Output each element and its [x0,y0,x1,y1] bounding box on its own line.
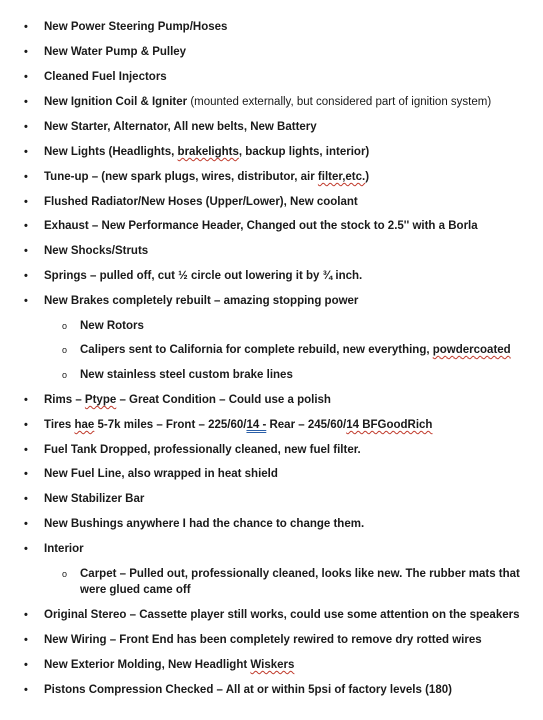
bullet: • [24,21,28,33]
item-text: New Wiring – Front End has been completely rewired to remove dry rotted wires [44,634,482,646]
bullet: • [24,543,28,555]
spellcheck-word: powdercoated [432,344,511,356]
text-segment: 5-7k miles – Front – 225/60/ [94,419,247,431]
bullet: • [24,493,28,505]
bullet: • [24,684,28,696]
item-text: New Brakes completely rebuilt – amazing stopping power [44,295,359,307]
bullet: • [24,121,28,133]
item-text [44,392,331,408]
item-text: New Stabilizer Bar [44,493,145,505]
bullet: • [24,659,28,671]
text-segment: – Great Condition – Could use a polish [116,394,331,406]
text-segment: New Exterior Molding, New Headlight [44,659,251,671]
bullet: • [24,295,28,307]
item-text: Exhaust – New Performance Header, Changed out the stock to 2.5'' with a Borla [44,220,478,232]
item-text: Interior [44,543,84,555]
bullet: • [24,609,28,621]
text-segment: , backup lights, interior) [238,146,370,158]
item-text: Fuel Tank Dropped, professionally cleaned, new fuel filter. [44,444,361,456]
item-text [44,417,432,433]
item-text: Flushed Radiator/New Hoses (Upper/Lower), New coolant [44,196,358,208]
spellcheck-word: Wiskers [250,659,295,671]
spellcheck-word: 14 BFGoodRich [346,419,433,431]
item-main: New Ignition Coil & Igniter [44,96,188,108]
text-segment: Rear – 245/60/ [266,419,347,431]
bullet: • [24,634,28,646]
item-text: New Bushings anywhere I had the chance to change them. [44,518,365,530]
text-segment: Rims – [44,394,85,406]
item-text: Springs – pulled off, cut ½ circle out lowering it by ¾ inch. [44,270,363,282]
item-text [44,94,491,110]
item-text: New Water Pump & Pulley [44,46,187,58]
sub-bullet: o [62,345,68,355]
item-text [80,342,511,358]
text-segment: Tune-up – (new spark plugs, wires, distributor, air [44,171,318,183]
bullet: • [24,71,28,83]
bullet: • [24,468,28,480]
item-text [44,657,294,673]
bullet: • [24,96,28,108]
text-segment: ) [365,171,370,183]
text-segment: New Lights (Headlights, [44,146,178,158]
text-segment: Calipers sent to California for complete rebuild, new everything, [80,344,433,356]
bullet: • [24,196,28,208]
bullet: • [24,444,28,456]
bullet: • [24,245,28,257]
spellcheck-word: Ptype [84,394,117,406]
bullet: • [24,394,28,406]
spellcheck-word: filter,etc. [317,171,366,183]
grammar-flag: 14 - [246,419,267,431]
item-note: (mounted externally, but considered part of ignition system) [190,96,492,108]
spellcheck-word: hae [74,419,95,431]
item-text: New Power Steering Pump/Hoses [44,21,228,33]
text-segment: Tires [44,419,75,431]
bullet: • [24,171,28,183]
item-text: Cleaned Fuel Injectors [44,71,167,83]
item-text: Pistons Compression Checked – All at or within 5psi of factory levels (180) [44,684,452,696]
sub-bullet: o [62,370,68,380]
item-text: New Starter, Alternator, All new belts, New Battery [44,121,317,133]
bullet: • [24,220,28,232]
item-text: New Rotors [80,320,144,332]
item-text [44,144,369,160]
item-text [44,169,369,185]
bullet: • [24,46,28,58]
item-text: New Fuel Line, also wrapped in heat shield [44,468,278,480]
bullet: • [24,419,28,431]
item-text: Carpet – Pulled out, professionally cleaned, looks like new. The rubber mats that were glued came off [80,568,520,596]
item-text: Original Stereo – Cassette player still works, could use some attention on the speakers [44,609,520,621]
spellcheck-word: brakelights [177,146,239,158]
sub-bullet: o [62,569,68,579]
bullet: • [24,146,28,158]
item-text: New Shocks/Struts [44,245,149,257]
item-text: New stainless steel custom brake lines [80,369,293,381]
sub-bullet: o [62,321,68,331]
bullet: • [24,518,28,530]
bullet: • [24,270,28,282]
